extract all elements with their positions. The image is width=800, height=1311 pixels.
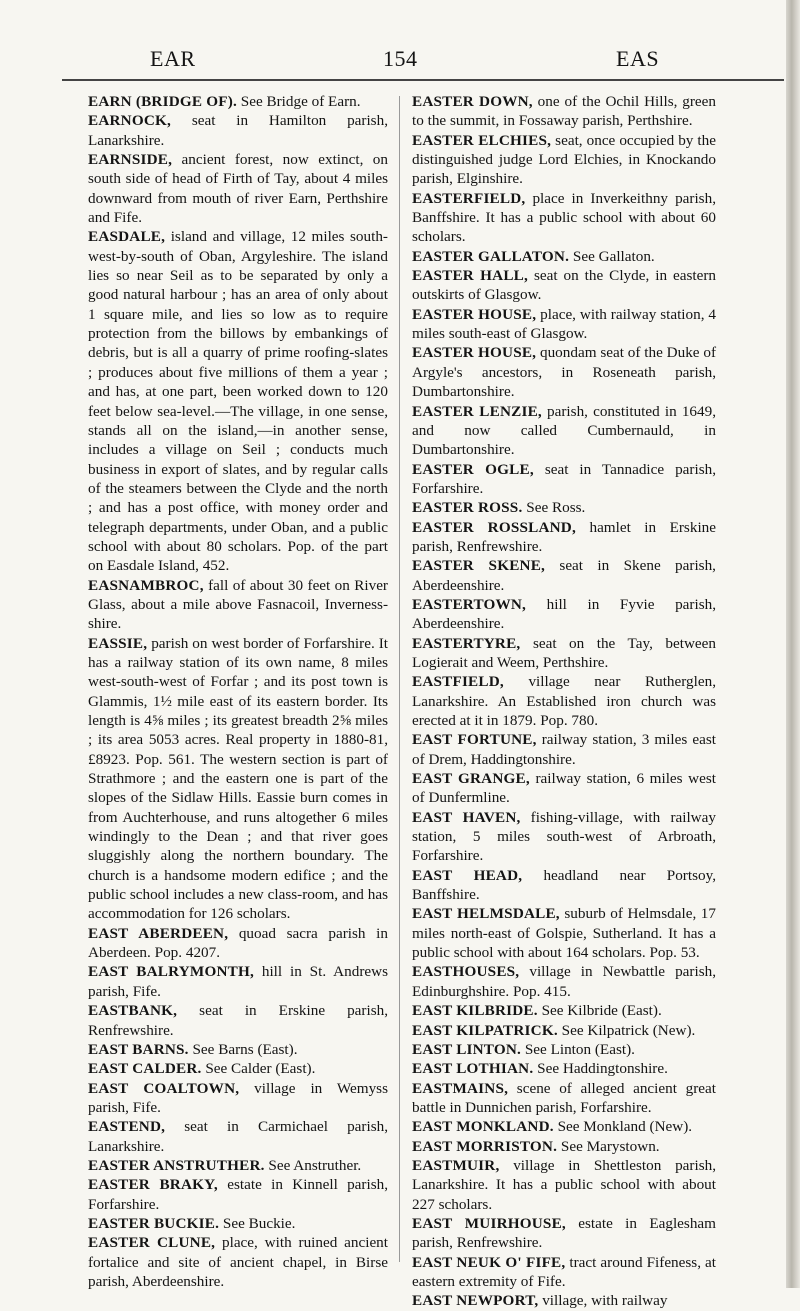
entry-text: See Calder (East). xyxy=(201,1060,316,1078)
gazetteer-entry xyxy=(88,1040,388,1059)
entry-text: parish on west border of Forfarshire. It has a railway station of its own name, 8 miles west-south-west of Forfar ; and its post town is Glammis, 1½ mile east of its eastern border. Its length is 4⅝ miles ; its greatest breadth 2⅝ miles ; its area 5053 acres. Real property in 1880-81, £8923. Pop. 561. The western section is part of Strathmore ; and the eastern one is part of the slopes of the Sidlaw Hills. Eassie burn comes in from Auchterhouse, and runs altogether 6 miles windingly to the Dean ; and that river goes sluggishly along the northern boundary. The church is a handsome modern edifice ; and the public school includes a new class-room, and has accommodation for 126 scholars. xyxy=(88,634,388,923)
running-header xyxy=(0,46,790,76)
entry-headword: EASTER LENZIE, xyxy=(412,402,542,420)
gazetteer-entry xyxy=(412,1021,716,1040)
entry-headword: EASTMAINS, xyxy=(412,1079,509,1097)
gazetteer-entry xyxy=(412,1214,716,1253)
entry-headword: EASDALE, xyxy=(88,228,166,246)
gazetteer-entry xyxy=(412,305,716,344)
entry-text: seat, once occupied by the distinguished judge Lord Elchies, in Knockando parish, Elginshire. xyxy=(412,131,716,188)
entry-text: seat in Tannadice parish, Forfarshire. xyxy=(412,460,716,497)
gazetteer-entry xyxy=(412,672,716,730)
gazetteer-entry xyxy=(88,1175,388,1214)
gazetteer-entry xyxy=(412,498,716,517)
column-divider xyxy=(399,96,400,1262)
gazetteer-entry xyxy=(412,1079,716,1118)
entry-headword: EAST KILPATRICK. xyxy=(412,1021,558,1039)
gazetteer-entry xyxy=(88,1117,388,1156)
entry-text: seat on the Clyde, in eastern outskirts of Glasgow. xyxy=(412,267,717,304)
gazetteer-entry xyxy=(412,1059,716,1078)
gazetteer-entry xyxy=(88,634,388,924)
entry-text: See Bridge of Earn. xyxy=(236,93,361,110)
entry-headword: EARN (BRIDGE OF). xyxy=(88,93,237,110)
entry-text: See Linton (East). xyxy=(521,1040,635,1058)
entry-text: estate in Kinnell parish, Forfarshire. xyxy=(88,1176,389,1213)
entry-headword: EAST ABERDEEN, xyxy=(88,924,229,942)
entry-headword: EASTERTOWN, xyxy=(412,595,527,613)
gazetteer-entry xyxy=(88,1156,388,1175)
entry-text: hill in Fyvie parish, Aberdeenshire. xyxy=(412,595,716,633)
entry-text: See Kilpatrick (New). xyxy=(557,1021,696,1039)
entry-text: village near Rutherglen, Lanarkshire. An Established iron church was erected at it in 1879. Pop. 780. xyxy=(412,673,716,729)
gazetteer-entry xyxy=(88,962,388,1001)
entry-text: place in Inverkeithny parish, Banffshire. It has a public school with about 60 scholars. xyxy=(412,189,716,246)
gazetteer-entry xyxy=(88,92,388,111)
gazetteer-entry xyxy=(412,1001,716,1020)
entry-text: place, with ruined ancient fortalice and site of ancient chapel, in Birse parish, Aberdeenshire. xyxy=(88,1234,388,1290)
gazetteer-entry xyxy=(412,1291,716,1310)
entry-text: railway station, 3 miles east of Drem, Haddingtonshire. xyxy=(412,731,716,768)
gazetteer-entry xyxy=(412,595,716,634)
entry-text: place, with railway station, 4 miles south-east of Glasgow. xyxy=(412,305,717,343)
header-right-guide-word: EAS xyxy=(616,46,660,71)
entry-headword: EAST LINTON. xyxy=(412,1040,522,1058)
entry-text: See Gallaton. xyxy=(569,247,655,265)
entry-headword: EAST MORRISTON. xyxy=(412,1137,558,1155)
gazetteer-entry xyxy=(412,92,716,131)
gazetteer-entry xyxy=(412,556,716,595)
gazetteer-entry xyxy=(412,769,716,808)
gazetteer-entry xyxy=(412,131,716,189)
gazetteer-entry xyxy=(88,1233,388,1291)
entry-text: railway station, 6 miles west of Dunfermline. xyxy=(412,770,716,807)
entry-headword: EAST KILBRIDE. xyxy=(412,1002,538,1020)
entry-text: See Marystown. xyxy=(557,1137,660,1155)
header-left-guide-word: EAR xyxy=(150,46,196,71)
right-column xyxy=(412,92,717,1310)
gazetteer-entry xyxy=(88,1001,388,1040)
entry-headword: EAST HEAD, xyxy=(412,866,523,884)
entry-text: estate in Eaglesham parish, Renfrewshire. xyxy=(412,1214,716,1252)
entry-headword: EAST LOTHIAN. xyxy=(412,1060,534,1078)
gazetteer-entry xyxy=(412,189,716,247)
entry-headword: EASTER HALL, xyxy=(412,267,528,285)
gazetteer-entry xyxy=(88,150,388,227)
entry-headword: EASTFIELD, xyxy=(412,673,504,691)
entry-text: hill in St. Andrews parish, Fife. xyxy=(88,963,388,1000)
entry-headword: EASTEND, xyxy=(88,1118,166,1136)
gazetteer-entry xyxy=(412,247,716,266)
gazetteer-entry xyxy=(412,1137,716,1156)
gazetteer-entry xyxy=(412,730,716,769)
entry-text: suburb of Helmsdale, 17 miles north-east of Golspie, Sutherland. It has a public school with about 164 scholars. Pop. 53. xyxy=(412,905,716,962)
entry-text: village in Newbattle parish, Edinburghshire. Pop. 415. xyxy=(412,963,716,1000)
entry-headword: EASTMUIR, xyxy=(412,1156,500,1174)
gazetteer-entry xyxy=(412,634,716,673)
entry-text: seat in Carmichael parish, Lanarkshire. xyxy=(88,1118,388,1155)
entry-text: village, with railway xyxy=(538,1292,668,1310)
entry-text: seat on the Tay, between Logierait and Weem, Perthshire. xyxy=(412,634,716,671)
entry-headword: EAST NEWPORT, xyxy=(412,1292,539,1310)
gazetteer-entry xyxy=(412,1117,716,1136)
entry-headword: EASTER CLUNE, xyxy=(88,1234,216,1252)
entry-text: village in Shettleston parish, Lanarkshire. It has a public school with about 227 scholars. xyxy=(412,1156,716,1213)
gazetteer-entry xyxy=(412,1040,716,1059)
entry-text: seat in Erskine parish, Renfrewshire. xyxy=(88,1002,388,1039)
gazetteer-entry xyxy=(88,576,388,634)
gazetteer-entry xyxy=(412,343,716,401)
entry-headword: EASTER ROSS. xyxy=(412,499,523,517)
gazetteer-entry xyxy=(88,924,388,963)
gazetteer-entry xyxy=(412,402,716,460)
entry-headword: EAST HELMSDALE, xyxy=(412,905,560,923)
entry-headword: EAST COALTOWN, xyxy=(88,1079,240,1097)
entry-text: fishing-village, with railway station, 5 miles south-west of Arbroath, Forfarshire. xyxy=(412,808,716,865)
entry-text: fall of about 30 feet on River Glass, about a mile above Fasnacoil, Inverness-shire. xyxy=(88,576,388,633)
entry-headword: EASTHOUSES, xyxy=(412,963,520,981)
entry-headword: EASNAMBROC, xyxy=(88,576,204,594)
gazetteer-entry xyxy=(88,227,388,575)
entry-headword: EASTER ANSTRUTHER. xyxy=(88,1156,265,1174)
entry-headword: EASTERFIELD, xyxy=(412,189,526,207)
page-number: 154 xyxy=(383,46,418,71)
entry-text: seat in Skene parish, Aberdeenshire. xyxy=(412,557,716,594)
gazetteer-entry xyxy=(88,1214,388,1233)
gazetteer-entry xyxy=(412,904,716,962)
gazetteer-entry xyxy=(412,518,716,557)
entry-text: See Buckie. xyxy=(219,1214,296,1232)
entry-headword: EAST FORTUNE, xyxy=(412,731,537,749)
gazetteer-entry xyxy=(412,460,716,499)
entry-headword: EAST HAVEN, xyxy=(412,808,521,826)
entry-text: tract around Fifeness, at eastern extremity of Fife. xyxy=(412,1253,716,1290)
entry-headword: EASTER ROSSLAND, xyxy=(412,518,576,536)
entry-text: parish, constituted in 1649, and now called Cumbernauld, in Dumbartonshire. xyxy=(412,402,716,459)
entry-headword: EARNOCK, xyxy=(88,112,172,130)
entry-headword: EASTER BUCKIE. xyxy=(88,1214,220,1232)
entry-headword: EAST NEUK O' FIFE, xyxy=(412,1253,566,1271)
entry-headword: EASSIE, xyxy=(88,634,148,652)
entry-headword: EASTBANK, xyxy=(88,1002,178,1020)
entry-headword: EASTERTYRE, xyxy=(412,634,521,652)
entry-text: See Barns (East). xyxy=(188,1040,298,1058)
gazetteer-entry xyxy=(412,808,716,866)
entry-headword: EASTER HOUSE, xyxy=(412,305,537,323)
entry-headword: EASTER HOUSE, xyxy=(412,344,537,362)
gazetteer-entry xyxy=(412,962,716,1001)
entry-text: scene of alleged ancient great battle in Dunnichen parish, Forfarshire. xyxy=(412,1079,716,1116)
left-column xyxy=(88,92,389,1290)
entry-headword: EAST MONKLAND. xyxy=(412,1118,554,1136)
entry-text: ancient forest, now extinct, on south side of head of Firth of Tay, about 4 miles downward from mouth of river Earn, Perthshire and Fife. xyxy=(88,151,388,227)
header-rule xyxy=(62,79,784,81)
entry-headword: EAST BARNS. xyxy=(88,1040,189,1058)
entry-headword: EASTER OGLE, xyxy=(412,460,534,478)
entry-text: See Monkland (New). xyxy=(553,1118,693,1136)
entry-headword: EAST BALRYMONTH, xyxy=(88,963,254,981)
entry-text: hamlet in Erskine parish, Renfrewshire. xyxy=(412,518,716,555)
gazetteer-entry xyxy=(412,1253,716,1292)
gazetteer-entry xyxy=(412,266,716,305)
entry-text: See Ross. xyxy=(522,499,586,517)
entry-headword: EAST CALDER. xyxy=(88,1060,202,1078)
entry-text: See Anstruther. xyxy=(264,1156,362,1174)
entry-text: village in Wemyss parish, Fife. xyxy=(88,1079,389,1116)
entry-headword: EAST GRANGE, xyxy=(412,770,530,788)
entry-text: See Kilbride (East). xyxy=(537,1002,662,1020)
entry-text: headland near Portsoy, Banffshire. xyxy=(412,866,716,904)
entry-headword: EASTER DOWN, xyxy=(412,93,533,110)
entry-headword: EAST MUIRHOUSE, xyxy=(412,1214,566,1232)
gazetteer-entry xyxy=(88,111,388,150)
entry-headword: EASTER SKENE, xyxy=(412,557,546,575)
book-binding-edge xyxy=(786,0,800,1288)
entry-text: one of the Ochil Hills, green to the summit, in Fossaway parish, Perthshire. xyxy=(412,93,717,130)
entry-headword: EARNSIDE, xyxy=(88,151,173,169)
entry-text: quondam seat of the Duke of Argyle's ancestors, in Roseneath parish, Dumbartonshire. xyxy=(412,344,717,401)
entry-text: seat in Hamilton parish, Lanarkshire. xyxy=(88,112,388,149)
entry-text: See Haddingtonshire. xyxy=(533,1060,668,1078)
entry-text: island and village, 12 miles south-west-by-south of Oban, Argyleshire. The island lies so near Seil as to be separated by only a good natural harbour ; has an area of only about 1 square mile, and lies so low as to require protection from the billows by embankings of debris, but is all a quarry of prime roofing-slates ; produces about five millions of them a year ; and has, at one part, been worked down to 120 feet below sea-level.—The village, in one sense, stands all on the island,—in another sense, includes a village on Seil ; conducts much business in export of slates, and by regular calls of the steamers between the Clyde and the north ; and has a post office, with money order and telegraph departments, under Oban, and a public school with about 80 scholars. Pop. of the part on Easdale Island, 452. xyxy=(88,228,388,575)
entry-text: quoad sacra parish in Aberdeen. Pop. 4207. xyxy=(88,924,388,962)
gazetteer-entry xyxy=(88,1079,388,1118)
entry-headword: EASTER ELCHIES, xyxy=(412,131,552,149)
gazetteer-entry xyxy=(412,866,716,905)
entry-headword: EASTER BRAKY, xyxy=(88,1176,218,1194)
gazetteer-entry xyxy=(412,1156,716,1214)
entry-headword: EASTER GALLATON. xyxy=(412,247,570,265)
gazetteer-entry xyxy=(88,1059,388,1078)
